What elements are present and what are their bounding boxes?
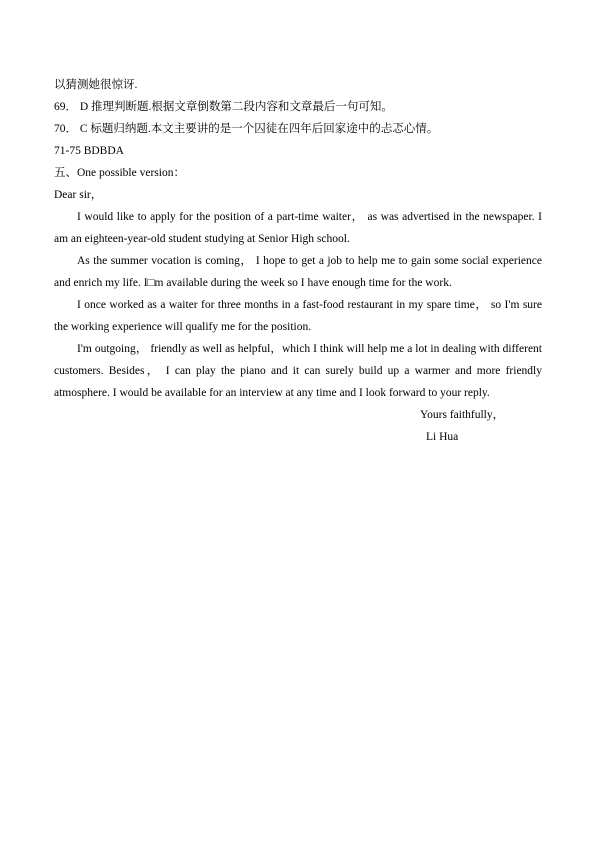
letter-signature: Li Hua [426,431,459,443]
answer-continuation-line: 以猜测她很惊讶. [54,79,138,91]
answer-69: 69． D 推理判断题.根据文章倒数第二段内容和文章最后一句可知。 [54,101,393,113]
letter-paragraph-2: As the summer vocation is coming， I hope to get a job to help me to gain some social experience and enrich my life. I□m available during the week so I have enough time for the work. [54,255,542,289]
answer-71-75: 71-75 BDBDA [54,145,124,157]
document-body [54,74,542,448]
letter-paragraph-4: I'm outgoing， friendly as well as helpful，which I think will help me a lot in dealing with different customers. Besides， I can play the piano and it can surely build up a warmer and more friendly atmosphere. I would be available for an interview at any time and I look forward to your reply. [54,343,542,399]
letter-paragraph-3: I once worked as a waiter for three months in a fast-food restaurant in my spare time， so I'm sure the working experience will qualify me for the position. [54,299,542,333]
letter-paragraph-1: I would like to apply for the position of a part-time waiter， as was advertised in the newspaper. I am an eighteen-year-old student studying at Senior High school. [54,211,542,245]
section-heading: 五、One possible version： [54,167,185,179]
answer-70: 70． C 标题归纳题.本文主要讲的是一个囚徒在四年后回家途中的忐忑心情。 [54,123,439,135]
letter-closing: Yours faithfully， [420,409,505,421]
letter-salutation: Dear sir， [54,189,103,201]
